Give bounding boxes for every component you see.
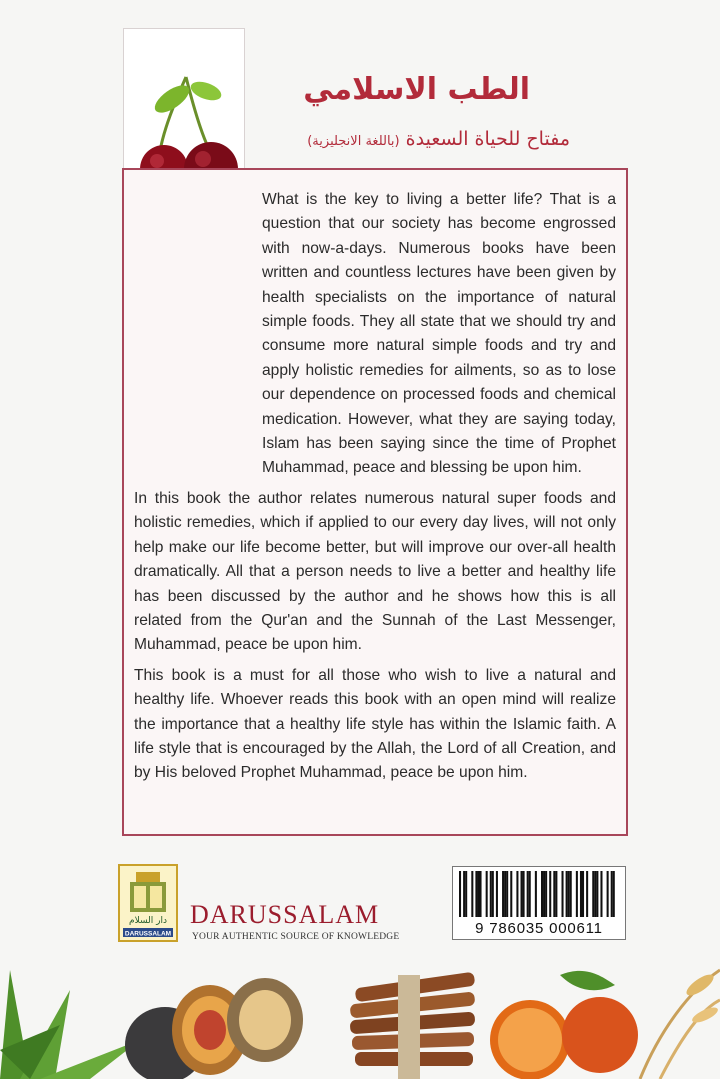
barcode-bar	[471, 871, 473, 917]
barcode-bar	[486, 871, 488, 917]
barcode-bar	[510, 871, 512, 917]
barcode-bar	[463, 871, 465, 917]
cinnamon-bundle-icon	[350, 972, 476, 1079]
aloe-vera-icon	[0, 970, 140, 1079]
barcode-bar	[582, 871, 584, 917]
barcode-bar	[477, 871, 479, 917]
barcode-bar	[607, 871, 609, 917]
publisher-name: DARUSSALAM	[190, 900, 380, 929]
paragraph-1: What is the key to living a better life? That is a question that our society has become engrossed with now-a-days. Numerous books have been written and countless lectures have been given by health specialists on the importance of natural simple foods. They all state that we should try and consume more natural simple foods and try and apply holistic remedies for ailments, so as to lose our dependence on processed foods and chemical medication. However, what they are saying today, Islam has been saying since the time of Prophet Muhammad, peace and blessing be upon him.	[262, 191, 616, 477]
barcode-bar	[549, 871, 551, 917]
barcode-bar	[555, 871, 557, 917]
barcode-bar	[543, 871, 545, 917]
mosque-logo-icon	[120, 866, 176, 940]
paragraph-2: In this book the author relates numerous natural super foods and holistic remedies, which if applied to our every day lives, will not only help make our life become better, but will improve our over-all health dramatically. All that a person needs to live a better and healthy life has been discussed by the author and he shows how this is all related from the Qur'an and the Sunnah of the Last Messenger, Muhammad, peace be upon him.	[134, 489, 616, 654]
barcode-bar	[523, 871, 525, 917]
arabic-subtitle-main: مفتاح للحياة السعيدة	[405, 128, 570, 150]
logo-english-text: DARUSSALAM	[124, 930, 172, 938]
figs-icon	[125, 978, 303, 1079]
barcode-bar	[568, 871, 570, 917]
barcode-bar	[580, 871, 582, 917]
barcode-bar	[600, 871, 602, 917]
barcode-bar	[527, 871, 529, 917]
description-text	[134, 188, 616, 792]
barcode-bar	[570, 871, 572, 917]
barcode-bar	[535, 871, 537, 917]
barcode-bar	[516, 871, 518, 917]
barcode-bar	[492, 871, 494, 917]
logo-arabic-text: دار السلام	[129, 916, 167, 926]
barcode-bar	[480, 871, 482, 917]
barcode-bar	[613, 871, 615, 917]
publisher-tagline: YOUR AUTHENTIC SOURCE OF KNOWLEDGE	[192, 932, 400, 942]
barcode-bar	[592, 871, 594, 917]
arabic-subtitle	[307, 128, 570, 150]
oranges-icon	[490, 971, 638, 1079]
barcode-bar	[553, 871, 555, 917]
barcode-bars	[453, 867, 625, 921]
barcode-bar	[490, 871, 492, 917]
description-box	[122, 168, 628, 836]
barcode-bar	[596, 871, 598, 917]
barcode-bar	[594, 871, 596, 917]
isbn-number: 9 786035 000611	[475, 920, 603, 937]
barcode-bar	[576, 871, 578, 917]
barcode-bar	[529, 871, 531, 917]
paragraph-3: This book is a must for all those who wish to live a natural and healthy life. Whoever reads this book with an open mind will realize the importance that a healthy life style has within the Islamic faith. A life style that is encouraged by the Allah, the Lord of all Creation, and by His beloved Prophet Muhammad, peace be upon him.	[134, 666, 616, 782]
barcode-bar	[459, 871, 461, 917]
barcode-bar	[562, 871, 564, 917]
barcode-bar	[545, 871, 547, 917]
barcode	[452, 866, 626, 940]
barcode-bar	[475, 871, 477, 917]
barcode-bar	[496, 871, 498, 917]
wheat-icon	[640, 970, 720, 1079]
arabic-title: الطب الاسلامي	[303, 72, 530, 107]
barcode-bar	[586, 871, 588, 917]
barcode-bar	[504, 871, 506, 917]
barcode-bar	[502, 871, 504, 917]
barcode-bar	[541, 871, 543, 917]
arabic-subtitle-note: (باللغة الانجليزية)	[307, 134, 400, 149]
barcode-bar	[521, 871, 523, 917]
food-illustrations	[0, 930, 720, 1079]
barcode-bar	[566, 871, 568, 917]
barcode-bar	[611, 871, 613, 917]
barcode-bar	[506, 871, 508, 917]
barcode-bar	[465, 871, 467, 917]
